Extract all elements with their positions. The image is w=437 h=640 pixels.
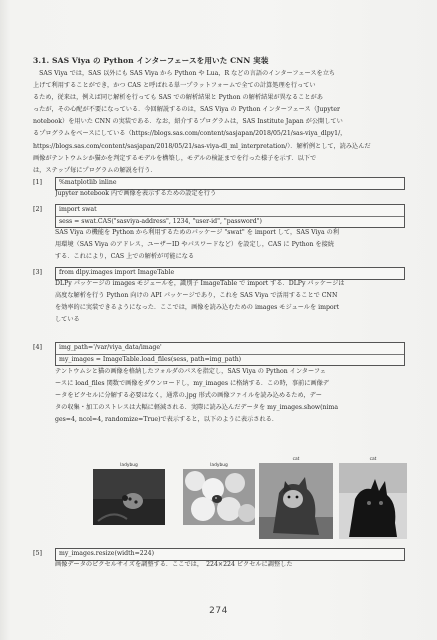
black-cat-photo-icon: [339, 463, 407, 539]
page-number: 274: [209, 606, 228, 616]
code-line: import swat: [59, 206, 97, 213]
code-line: img_path='/var/viya_data/image': [59, 344, 162, 351]
desc-line: 高度な解析を行う Python 向けの API パッケージであり，これを SAS Viya で活用することで CNN: [55, 292, 338, 300]
intro-line: https://blogs.sas.com/content/sasjapan/2018/05/21/sas-viya-dl_ml_interpretation/）．解析例として，読み込んだ: [33, 142, 371, 150]
ladybug-flower-photo-icon: [183, 469, 255, 525]
step-number: [4]: [33, 343, 43, 351]
step-number: [2]: [33, 205, 43, 213]
desc-line: 画像データのピクセルサイズを調整する．ここでは， 224×224 ピクセルに調整した: [55, 561, 293, 568]
intro-line: ったが，その心配が不要になっている．今回解説するのは，SAS Viya の Python インターフェース（Jupyter: [33, 106, 340, 114]
image-label: ladybug: [120, 463, 138, 468]
intro-line: るため，従来は，例えば同じ解析を行っても SAS での解析結果と Python の解析結果が異なることがあ: [33, 94, 323, 102]
desc-line: SAS Viya の機能を Python から利用するためのパッケージ "swat" を import して，SAS Viya の利: [55, 229, 340, 236]
step-description: [55, 278, 405, 326]
intro-line: 画像がテントウムシか猫かを判定するモデルを構築し，モデルの検証までを行った様子を示す．以下で: [33, 154, 317, 162]
code-line: sess = swat.CAS("sasviya-address", 1234, "user-id", "password"): [56, 216, 404, 228]
cat-photo-icon: [259, 463, 333, 539]
intro-line: るプログラムをベースにしている（https://blogs.sas.com/content/sasjapan/2018/05/21/sas-viya_dlpy1/，: [33, 130, 347, 138]
code-line: my_images.resize(width=224): [59, 550, 154, 557]
code-line: %matplotlib inline: [59, 179, 117, 186]
code-cell: [55, 342, 405, 366]
desc-line: DLPy パッケージの images モジュールを，識別子 ImageTable で import する．DLPy パッケージは: [55, 280, 345, 287]
step-description: [55, 227, 405, 263]
image-thumbnail: [259, 456, 333, 543]
desc-line: ges=4, ncol=4, randomize=True)で表示すると，以下のように表示される．: [55, 416, 279, 424]
section-title: 3.1. SAS Viya の Python インターフェースを用いた CNN 実装: [33, 56, 269, 65]
intro-line: notebook）を用いた CNN の実装である．なお，紹介するプログラムは，SAS Institute Japan が公開してい: [33, 118, 343, 126]
desc-line: している: [55, 316, 80, 324]
image-preview-row: [33, 457, 407, 542]
step-number: [5]: [33, 549, 43, 557]
code-line: from dlpy.images import ImageTable: [59, 269, 175, 276]
desc-line: タの収集・加工のストレスは大幅に軽減される．実際に読み込んだデータを my_images.show(nima: [55, 404, 339, 412]
image-label: cat: [292, 457, 300, 462]
step-description: [55, 188, 405, 200]
intro-line: 上げて利用することができ，かつ CAS と呼ばれる単一プラットフォームで全ての計算処理を行ってい: [33, 82, 316, 90]
step-number: [1]: [33, 178, 43, 186]
image-thumbnail: [93, 462, 165, 529]
image-label: cat: [369, 457, 377, 462]
desc-line: テントウムシと猫の画像を格納したフォルダのパスを指定し，SAS Viya の Python インターフェ: [55, 368, 326, 375]
desc-line: 用環境（SAS Viya のアドレス，ユーザーID やパスワードなど）を設定し，CAS に Python を接続: [55, 241, 334, 249]
intro-line: は，ステップ毎にプログラムの解説を行う．: [33, 166, 157, 174]
intro-paragraph: [33, 68, 405, 177]
desc-line: する．これにより，CAS 上での解析が可能になる: [55, 253, 195, 261]
step-description: [55, 366, 405, 426]
image-thumbnail: [183, 462, 255, 529]
step-description: [55, 559, 405, 571]
code-line: my_images = ImageTable.load_files(sess, path=img_path): [56, 354, 404, 366]
intro-line: SAS Viya では，SAS 以外にも SAS Viya から Python や Lua，R などの言語のインターフェースを立ち: [33, 70, 336, 77]
desc-line: ータをピクセルに分解する必要はなく，通常の.jpg 形式の画像ファイルを読み込めるため，デー: [55, 392, 322, 400]
desc-line: ースに load_files 関数で画像をダウンロードし，my_images に格納する．この時，事前に画像デ: [55, 380, 329, 388]
image-label: ladybug: [210, 463, 228, 468]
image-thumbnail: [339, 456, 407, 543]
code-cell: [55, 204, 405, 228]
desc-line: Jupyter notebook 内で画像を表示するための設定を行う: [55, 190, 217, 197]
desc-line: を効率的に実装できるようになった．ここでは，画像を読み込むための images モジュールを import: [55, 304, 340, 312]
step-number: [3]: [33, 268, 43, 276]
ladybug-photo-icon: [93, 469, 165, 525]
